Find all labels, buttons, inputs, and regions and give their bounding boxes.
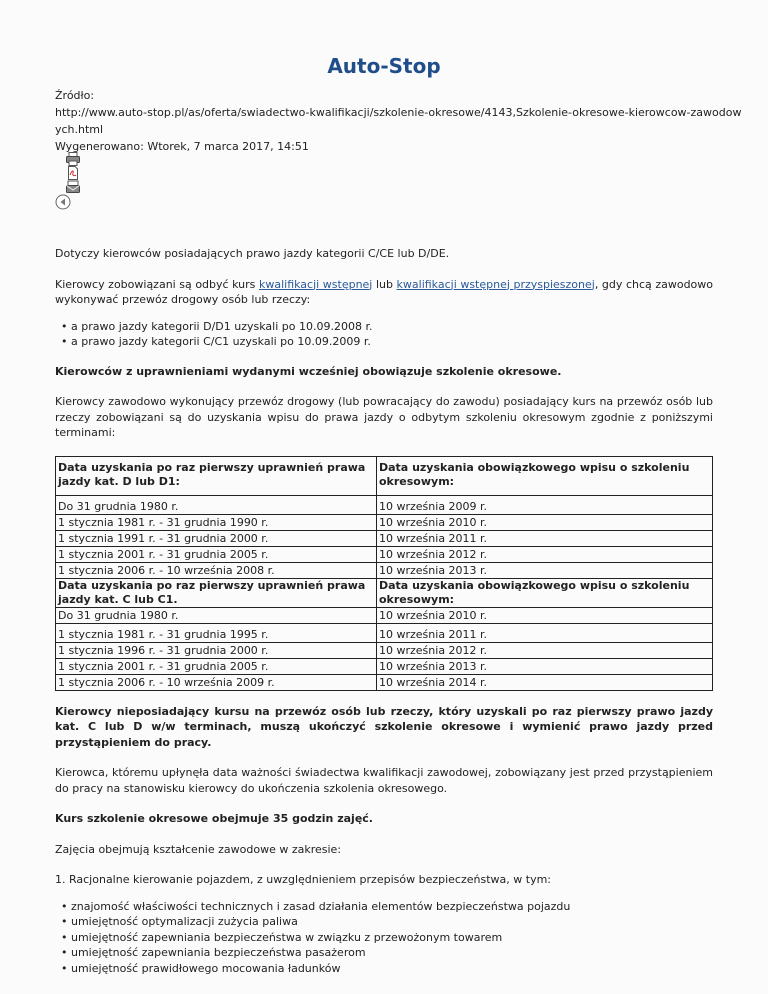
page-title: Auto-Stop [327,54,441,78]
table-cell: 1 stycznia 1996 r. - 31 grudnia 2000 r. [56,642,377,658]
table-cell: 10 września 2014 r. [377,674,713,690]
table-row [56,607,713,623]
table-cell: 10 września 2009 r. [377,495,713,514]
table-cell: 10 września 2011 r. [377,530,713,546]
table-cell: 10 września 2012 r. [377,546,713,562]
pdf-icon[interactable] [65,166,81,180]
course-hours: Kurs szkolenie okresowe obejmuje 35 godzin zajęć. [55,812,373,825]
table-cell: 1 stycznia 1991 r. - 31 grudnia 2000 r. [56,530,377,546]
table-header-cell: Data uzyskania obowiązkowego wpisu o szkoleniu okresowym: [377,456,713,495]
table-row [56,495,713,514]
table-row [56,546,713,562]
table-row [56,642,713,658]
article-content [55,246,713,990]
email-icon[interactable] [65,180,81,194]
text-segment: Kierowcy zobowiązani są odbyć kurs [55,277,259,291]
requirement-paragraph [55,277,713,308]
bold-notice: Kierowców z uprawnieniami wydanymi wcześniej obowiązuje szkolenie okresowe. [55,364,562,378]
expiry-paragraph: Kierowca, któremu upłynęła data ważności świadectwa kwalifikacji zawodowej, zobowiązany jest przed przystąpieniem do pracy na stanowisku kierowcy do ukończenia szkolenia okresowego. [55,766,713,795]
list-item: • umiejętność zapewniania bezpieczeństwa w związku z przewożonym towarem [63,930,713,946]
list-item: • umiejętność prawidłowego mocowania ładunków [63,961,713,977]
intro-paragraph: Dotyczy kierowców posiadających prawo jazdy kategorii C/CE lub D/DE. [55,247,450,260]
list-item: • znajomość właściwości technicznych i zasad działania elementów bezpieczeństwa pojazdu [63,899,713,915]
table-header-cell: Data uzyskania obowiązkowego wpisu o szkoleniu okresowym: [377,578,713,607]
source-url-line1: http://www.auto-stop.pl/as/oferta/swiadectwo-kwalifikacji/szkolenie-okresowe/4143,Szkolenie-okresowe-kierowcow-zawodow [55,106,742,119]
table-cell: 10 września 2012 r. [377,642,713,658]
table-cell: 1 stycznia 1981 r. - 31 grudnia 1990 r. [56,514,377,530]
link-kwalifikacja-przyspieszona[interactable]: kwalifikacji wstępnej przyspieszonej [396,277,595,291]
text-segment: , gdy chcą zawodowo wykonywać przewóz drogowy osób lub rzeczy: [55,277,714,306]
table-row [56,674,713,690]
table-cell: Do 31 grudnia 1980 r. [56,607,377,623]
list-item: • umiejętność zapewniania bezpieczeństwa pasażerom [63,945,713,961]
list-item: • a prawo jazdy kategorii D/D1 uzyskali po 10.09.2008 r. [63,319,713,335]
table-cell: 1 stycznia 2001 r. - 31 grudnia 2005 r. [56,658,377,674]
printer-icon[interactable] [65,152,81,166]
generated-date: Wygenerowano: Wtorek, 7 marca 2017, 14:51 [55,140,309,153]
source-label: Źródło: [55,89,95,102]
table-cell: Do 31 grudnia 1980 r. [56,495,377,514]
bold-warning: Kierowcy nieposiadający kursu na przewóz osób lub rzeczy, który uzyskali po raz pierwszy prawo jazdy kat. C lub D w/w terminach, muszą ukończyć szkolenie okresowe i wymienić prawo jazdy przed przystąpieniem do pracy. [55,704,713,749]
table-header-cell: Data uzyskania po raz pierwszy uprawnień prawa jazdy kat. D lub D1: [56,456,377,495]
back-icon[interactable] [55,194,71,208]
table-cell: 1 stycznia 2001 r. - 31 grudnia 2005 r. [56,546,377,562]
text-segment: lub [372,277,397,291]
table-cell: 10 września 2013 r. [377,562,713,578]
table-row [56,514,713,530]
table-row [56,562,713,578]
license-list [55,319,713,350]
table-cell: 10 września 2011 r. [377,623,713,642]
schedule-table [55,456,713,691]
action-icons [55,152,85,208]
table-header-cell: Data uzyskania po raz pierwszy uprawnień prawa jazdy kat. C lub C1. [56,578,377,607]
table-row [56,623,713,642]
link-kwalifikacja-wstepna[interactable]: kwalifikacji wstępnej [258,277,373,291]
table-cell: 10 września 2013 r. [377,658,713,674]
table-row [56,530,713,546]
list-item: • umiejętność optymalizacji zużycia paliwa [63,914,713,930]
skills-list [55,899,713,977]
table-cell: 1 stycznia 2006 r. - 10 września 2009 r. [56,674,377,690]
table-cell: 1 stycznia 1981 r. - 31 grudnia 1995 r. [56,623,377,642]
table-cell: 10 września 2010 r. [377,607,713,623]
list-item: • a prawo jazdy kategorii C/C1 uzyskali po 10.09.2009 r. [63,334,713,350]
source-url-line2: ych.html [55,123,104,136]
source-meta [55,87,742,155]
table-cell: 10 września 2010 r. [377,514,713,530]
schedule-intro: Kierowcy zawodowo wykonujący przewóz drogowy (lub powracający do zawodu) posiadający kurs na przewóz osób lub rzeczy zobowiązani są do uzyskania wpisu do prawa jazdy o odbytym szkoleniu okresowym zgodnie z poniższymi terminami: [55,395,713,439]
table-row [56,658,713,674]
section-1-heading: 1. Racjonalne kierowanie pojazdem, z uwzględnieniem przepisów bezpieczeństwa, w tym: [55,873,551,886]
scope-intro: Zajęcia obejmują kształcenie zawodowe w zakresie: [55,842,342,856]
table-cell: 1 stycznia 2006 r. - 10 września 2008 r. [56,562,377,578]
